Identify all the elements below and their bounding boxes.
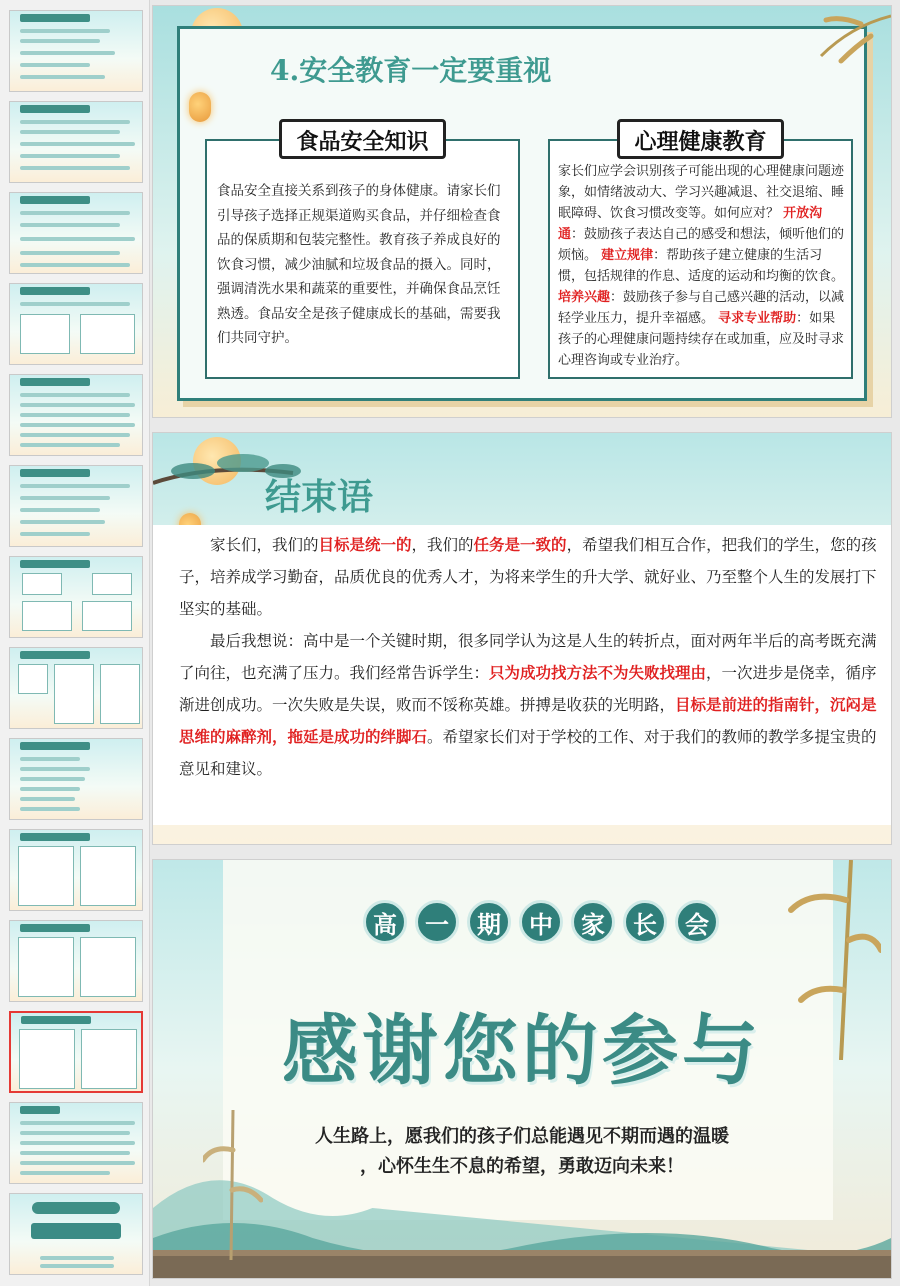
banner-char: 高 (363, 900, 407, 944)
content-card (177, 26, 867, 401)
slide-thumbnail[interactable] (9, 1102, 143, 1184)
slide-thumbnail[interactable] (9, 1193, 143, 1275)
thank-you-title: 感谢您的参与 (282, 1006, 762, 1095)
keyword-build-routine: 建立规律 (601, 248, 654, 263)
keyword-open-communication: 开放沟通 (558, 206, 823, 242)
slide-thumbnail[interactable] (9, 374, 143, 456)
food-safety-panel (205, 129, 520, 379)
slide-thumbnail[interactable] (9, 920, 143, 1002)
keyword-seek-professional-help: 寻求专业帮助 (718, 311, 797, 326)
slide-thumbnail[interactable] (9, 647, 143, 729)
banner-char: 一 (415, 900, 459, 944)
slide-title: 结束语 (265, 476, 374, 518)
slide-thumbnail[interactable] (9, 101, 143, 183)
mental-health-heading: 心理健康教育 (617, 119, 783, 159)
slide-thumbnail[interactable] (9, 556, 143, 638)
slide-title: 4.安全教育一定要重视 (270, 54, 552, 87)
closing-line-2: ，心怀生生不息的希望，勇敢迈向未来！ (360, 1156, 684, 1177)
lantern-decoration (189, 92, 211, 122)
slide-thumbnail[interactable] (9, 10, 143, 92)
food-safety-text: 食品安全直接关系到孩子的身体健康。请家长们引导孩子选择正规渠道购买食品，并仔细检查食品的保质期和包装完整性。教育孩子养成良好的饮食习惯，减少油腻和垃圾食品的摄入。同时，强调清洗水果和蔬菜的重要性，并确保食品烹饪熟透。食品安全是孩子健康成长的基础，需要我们共同守护。 (217, 183, 501, 346)
banner-char: 家 (571, 900, 615, 944)
food-safety-heading: 食品安全知识 (279, 119, 445, 159)
meeting-banner (363, 900, 719, 944)
mountain-decoration (153, 1138, 891, 1278)
slide-thumbnail-active[interactable] (9, 1011, 143, 1093)
banner-char: 长 (623, 900, 667, 944)
text-open-communication: ：鼓励孩子表达自己的感受和想法，倾听他们的烦恼。 (558, 227, 845, 263)
closing-paragraph-1: 家长们，我们的目标是统一的，我们的任务是一致的，希望我们相互合作，把我们的学生，您的孩子，培养成学习勤奋，品质优良的优秀人才，为将来学生的升大学、就好业、乃至整个人生的发展打下坚实的基础。 (179, 536, 877, 618)
text-build-routine: ：帮助孩子建立健康的生活习惯，包括规律的作息、适度的运动和均衡的饮食。 (558, 248, 845, 284)
closing-text (179, 529, 879, 785)
closing-paragraph-2: 最后我想说：高中是一个关键时期，很多同学认为这是人生的转折点，面对两年半后的高考既充满了向往，也充满了压力。我们经常告诉学生：只为成功找方法不为失败找理由，一次进步是侥幸，循序渐进创成功。一次失败是失误，败而不馁称英雄。拼搏是收获的光明路，目标是前进的指南针，沉闷是思维的麻醉剂，拖延是成功的绊脚石。希望家长们对于学校的工作、对于我们的教师的教学多提宝贵的意见和建议。 (179, 632, 877, 778)
mental-health-text (558, 161, 846, 371)
banner-char: 期 (467, 900, 511, 944)
slide-closing-remarks (152, 432, 892, 845)
slide-thumbnail[interactable] (9, 738, 143, 820)
bamboo-decoration (203, 1110, 263, 1260)
slide-thumbnail[interactable] (9, 283, 143, 365)
banner-char: 会 (675, 900, 719, 944)
slide-thumbnail[interactable] (9, 829, 143, 911)
keyword-cultivate-interest: 培养兴趣 (558, 290, 611, 305)
slide-thumbnail[interactable] (9, 465, 143, 547)
mental-health-panel (548, 129, 853, 379)
slide-safety-education (152, 5, 892, 418)
bamboo-decoration (771, 6, 891, 76)
text-seek-professional-help: ：如果孩子的心理健康问题持续存在或加重，应及时寻求心理咨询或专业治疗。 (558, 311, 845, 368)
mental-health-intro: 家长们应学会识别孩子可能出现的心理健康问题迹象，如情绪波动大、学习兴趣减退、社交退缩、睡眠障碍、饮食习惯改变等。如何应对？ (558, 164, 845, 221)
banner-char: 中 (519, 900, 563, 944)
slide-thumbnail[interactable] (9, 192, 143, 274)
bamboo-decoration (771, 860, 881, 1060)
closing-line-1: 人生路上，愿我们的孩子们总能遇见不期而遇的温暖 (315, 1126, 729, 1147)
text-cultivate-interest: ：鼓励孩子参与自己感兴趣的活动，以减轻学业压力，提升幸福感。 (558, 290, 845, 326)
slide-thumbnail-panel (0, 0, 150, 1286)
slide-thank-you (152, 859, 892, 1279)
